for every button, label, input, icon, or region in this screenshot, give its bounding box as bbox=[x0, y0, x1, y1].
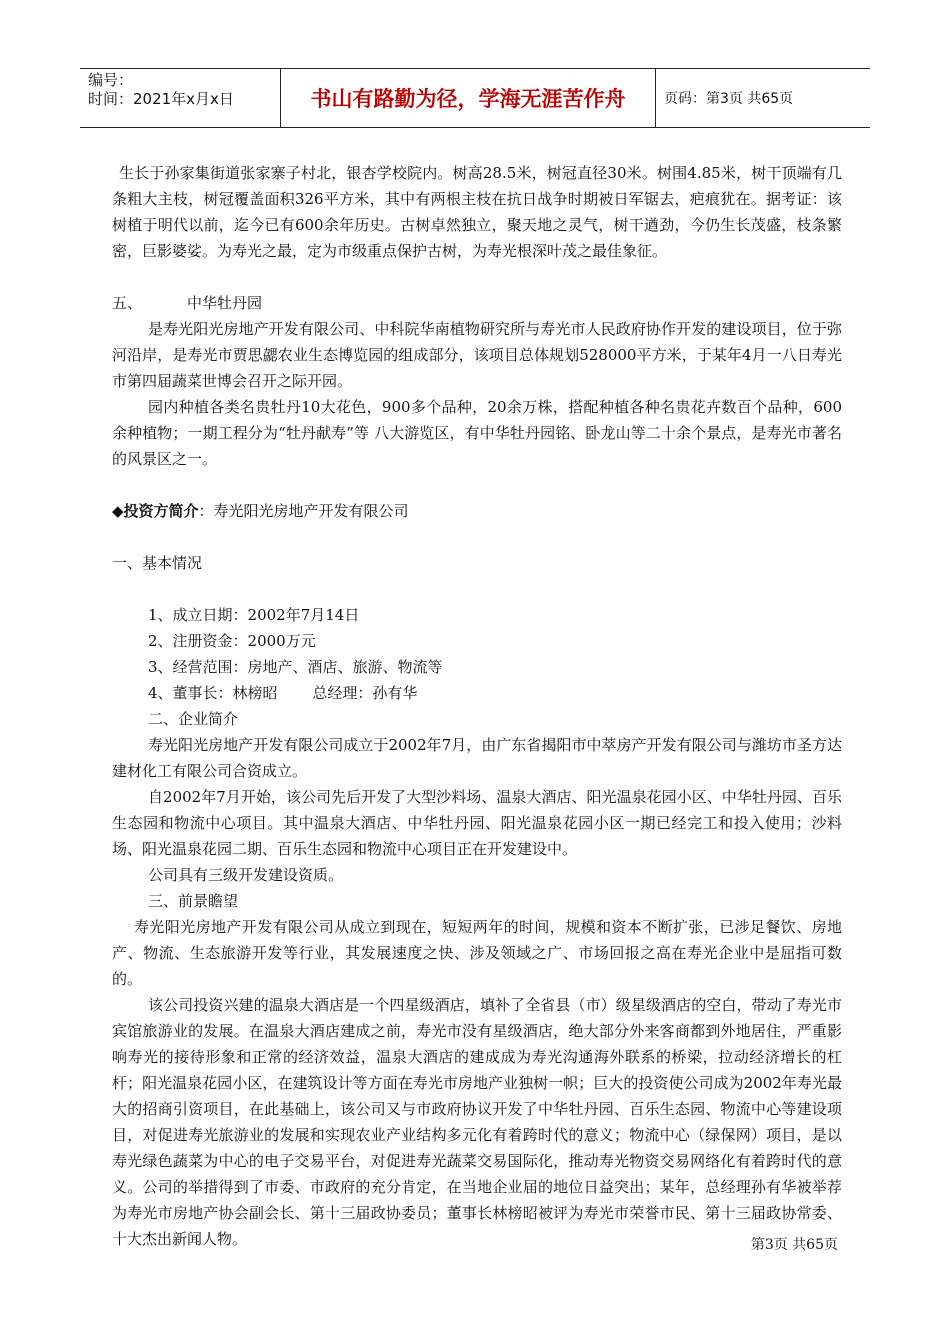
basic-item: 3、经营范围：房地产、酒店、旅游、物流等 bbox=[148, 658, 443, 676]
section-number: 五、 bbox=[112, 294, 143, 312]
paragraph-intro: 寿光阳光房地产开发有限公司成立于2002年7月，由广东省揭阳市中萃房产开发有限公司与潍坊市圣方达建材化工有限公司合资成立。 bbox=[112, 736, 842, 780]
paragraph-outlook: 该公司投资兴建的温泉大酒店是一个四星级酒店，填补了全省县（市）级星级酒店的空白，带动了寿光市宾馆旅游业的发展。在温泉大酒店建成之前，寿光市没有星级酒店，绝大部分外来客商都到外地居住，严重影响寿光的接待形象和正常的经济效益，温泉大酒店的建成成为寿光沟通海外联系的桥梁，拉动经济增长的杠杆；阳光温泉花园小区，在建筑设计等方面在寿光市房地产业独树一帜；巨大的投资使公司成为2002年寿光最大的招商引资项目，在此基础上，该公司又与市政府协议开发了中华牡丹园、百乐生态园、物流中心等建设项目，对促进寿光旅游业的发展和实现农业产业结构多元化有着跨时代的意义；物流中心（绿保网）项目，是以寿光绿色蔬菜为中心的电子交易平台，对促进寿光蔬菜交易国际化，推动寿光物资交易网络化有着跨时代的意义。公司的举措得到了市委、市政府的充分肯定，在当地企业届的地位日益突出；某年，总经理孙有华被举荐为寿光市房地产协会副会长、第十三届政协委员；董事长林榜昭被评为寿光市荣誉市民、第十三届政协常委、十大杰出新闻人物。 bbox=[112, 996, 842, 1248]
section-title: 中华牡丹园 bbox=[187, 294, 263, 312]
document-body bbox=[112, 160, 842, 1252]
basic-item: 4、董事长：林榜昭 总经理：孙有华 bbox=[148, 684, 418, 702]
header-meta bbox=[80, 69, 280, 127]
paragraph-intro: 公司具有三级开发建设资质。 bbox=[148, 866, 344, 884]
basic-heading: 一、基本情况 bbox=[112, 554, 203, 572]
basic-item: 2、注册资金：2000万元 bbox=[148, 632, 316, 650]
section-heading-peony bbox=[112, 290, 842, 316]
paragraph-outlook: 寿光阳光房地产开发有限公司从成立到现在，短短两年的时间，规模和资本不断扩张，已涉足餐饮、房地产、物流、生态旅游开发等行业，其发展速度之快、涉及领域之广、市场回报之高在寿光企业中是屈指可数的。 bbox=[112, 918, 842, 988]
paragraph-intro: 自2002年7月开始，该公司先后开发了大型沙料场、温泉大酒店、阳光温泉花园小区、中华牡丹园、百乐生态园和物流中心项目。其中温泉大酒店、中华牡丹园、阳光温泉花园小区一期已经完工和投入使用；沙料场、阳光温泉花园二期、百乐生态园和物流中心项目正在开发建设中。 bbox=[112, 788, 842, 858]
paragraph-tree: 生长于孙家集街道张家寨子村北，银杏学校院内。树高28.5米，树冠直径30米。树围4.85米，树干顶端有几条粗大主枝，树冠覆盖面积326平方米，其中有两根主枝在抗日战争时期被日军锯去，疤痕犹在。据考证：该树植于明代以前，迄今已有600余年历史。古树卓然独立，聚天地之灵气，树干遒劲，今仍生长茂盛，枝条繁密，巨影婆娑。为寿光之最，定为市级重点保护古树，为寿光根深叶茂之最佳象征。 bbox=[112, 164, 842, 260]
investor-label: ◆投资方简介 bbox=[112, 502, 199, 520]
time-label: 时间：2021年x月x日 bbox=[88, 90, 234, 108]
paragraph-peony-detail: 园内种植各类名贵牡丹10大花色，900多个品种，20余万株，搭配种植各种名贵花卉数百个品种，600余种植物；一期工程分为“牡丹献寿”等 八大游览区，有中华牡丹园铭、卧龙山等二十余个景点，是寿光市著名的风景区之一。 bbox=[112, 398, 842, 468]
header-motto: 书山有路勤为径，学海无涯苦作舟 bbox=[280, 69, 656, 127]
page-header bbox=[80, 68, 870, 128]
investor-heading bbox=[112, 498, 842, 524]
outlook-heading: 三、前景瞻望 bbox=[148, 892, 239, 910]
intro-heading: 二、企业简介 bbox=[148, 710, 239, 728]
page-footer: 第3页 共65页 bbox=[750, 1237, 838, 1253]
paragraph-peony-intro: 是寿光阳光房地产开发有限公司、中科院华南植物研究所与寿光市人民政府协作开发的建设项目，位于弥河沿岸，是寿光市贾思勰农业生态博览园的组成部分，该项目总体规划528000平方米，于某年4月一八日寿光市第四届蔬菜世博会召开之际开园。 bbox=[112, 320, 842, 390]
investor-name: ：寿光阳光房地产开发有限公司 bbox=[198, 502, 409, 520]
header-page-info: 页码：第3页 共65页 bbox=[664, 91, 794, 107]
serial-label: 编号： bbox=[88, 71, 134, 89]
basic-item: 1、成立日期：2002年7月14日 bbox=[148, 606, 360, 624]
